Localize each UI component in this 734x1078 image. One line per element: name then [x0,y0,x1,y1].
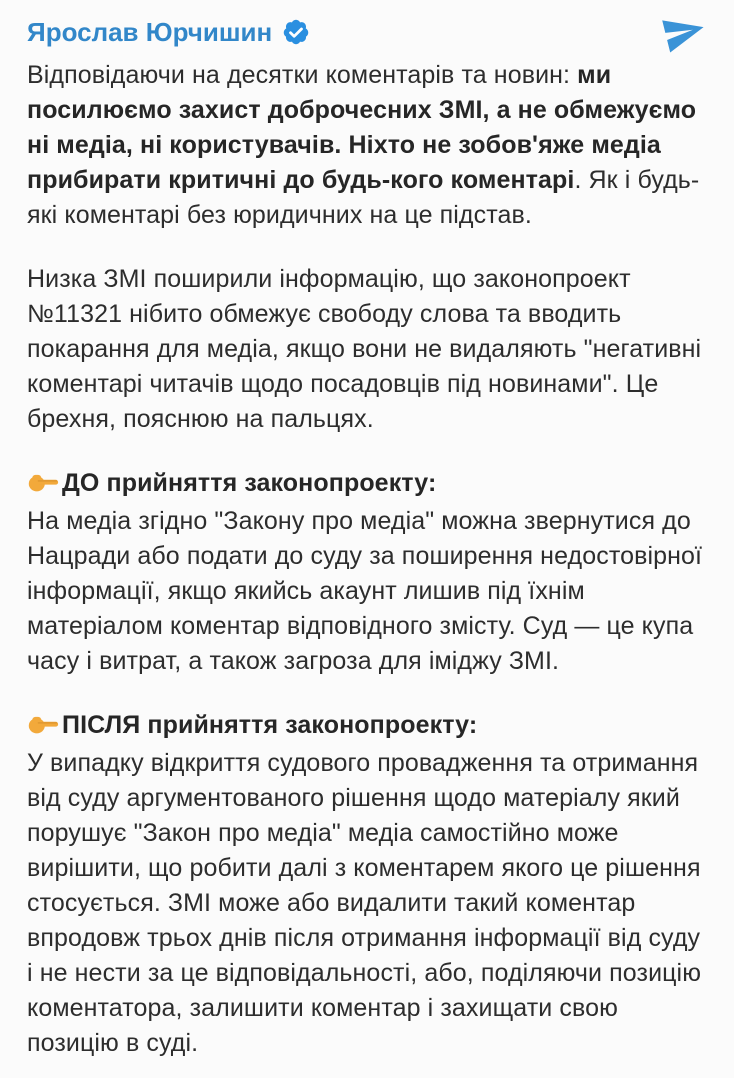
intro-text-suffix: . Як і будь-які коментарі без юридичних на це підстав. [27,166,700,229]
section-before-heading [27,466,708,504]
pointing-right-icon [27,469,59,504]
telegram-plane-icon[interactable] [660,10,708,54]
section-after-body: У випадку відкриття судового провадження та отримання від суду аргументованого рішення щодо матеріалу який порушує "Закон про медіа" медіа самостійно може вирішити, що робити далі з коментарем якого це рішення стосується. ЗМІ може або видалити такий коментар впродовж трьох днів після отримання інформації від суду і не нести за це відповідальності, або, поділяючи позицію коментатора, залишити коментар і захищати свою позицію в суді. [27,749,702,1057]
section-after-heading [27,708,708,746]
section-after-law [27,708,708,1061]
intro-text-bold: ми посилюємо захист доброчесних ЗМІ, а не обмежуємо ні медіа, ні користувачів. Ніхто не зобов'яже медіа прибирати критичні до будь-кого коментарі [27,61,697,194]
post-header [27,12,708,52]
paragraph-claim: Низка ЗМІ поширили інформацію, що законопроект №11321 нібито обмежує свободу слова та вводить покарання для медіа, якщо вони не видаляють "негативні коментарі читачів щодо посадовців під новинами". Це брехня, пояснюю на пальцях. [27,265,702,433]
paragraph-intro [27,58,708,233]
section-before-body: На медіа згідно "Закону про медіа" можна звернутися до Нацради або подати до суду за поширення недостовірної інформації, якщо якийсь акаунт лишив під їхнім матеріалом коментар відповідного змісту. Суд — це купа часу і витрат, а також загроза для іміджу ЗМІ. [27,507,703,675]
intro-text-regular: Відповідаючи на десятки коментарів та новин: [27,61,578,89]
section-after-heading-text: ПІСЛЯ прийняття законопроекту: [62,711,478,739]
section-before-heading-text: ДО прийняття законопроекту: [62,469,437,497]
verified-icon [282,18,310,46]
pointing-right-icon [27,711,59,746]
channel-name[interactable]: Ярослав Юрчишин [27,17,273,47]
section-before-law [27,466,708,679]
